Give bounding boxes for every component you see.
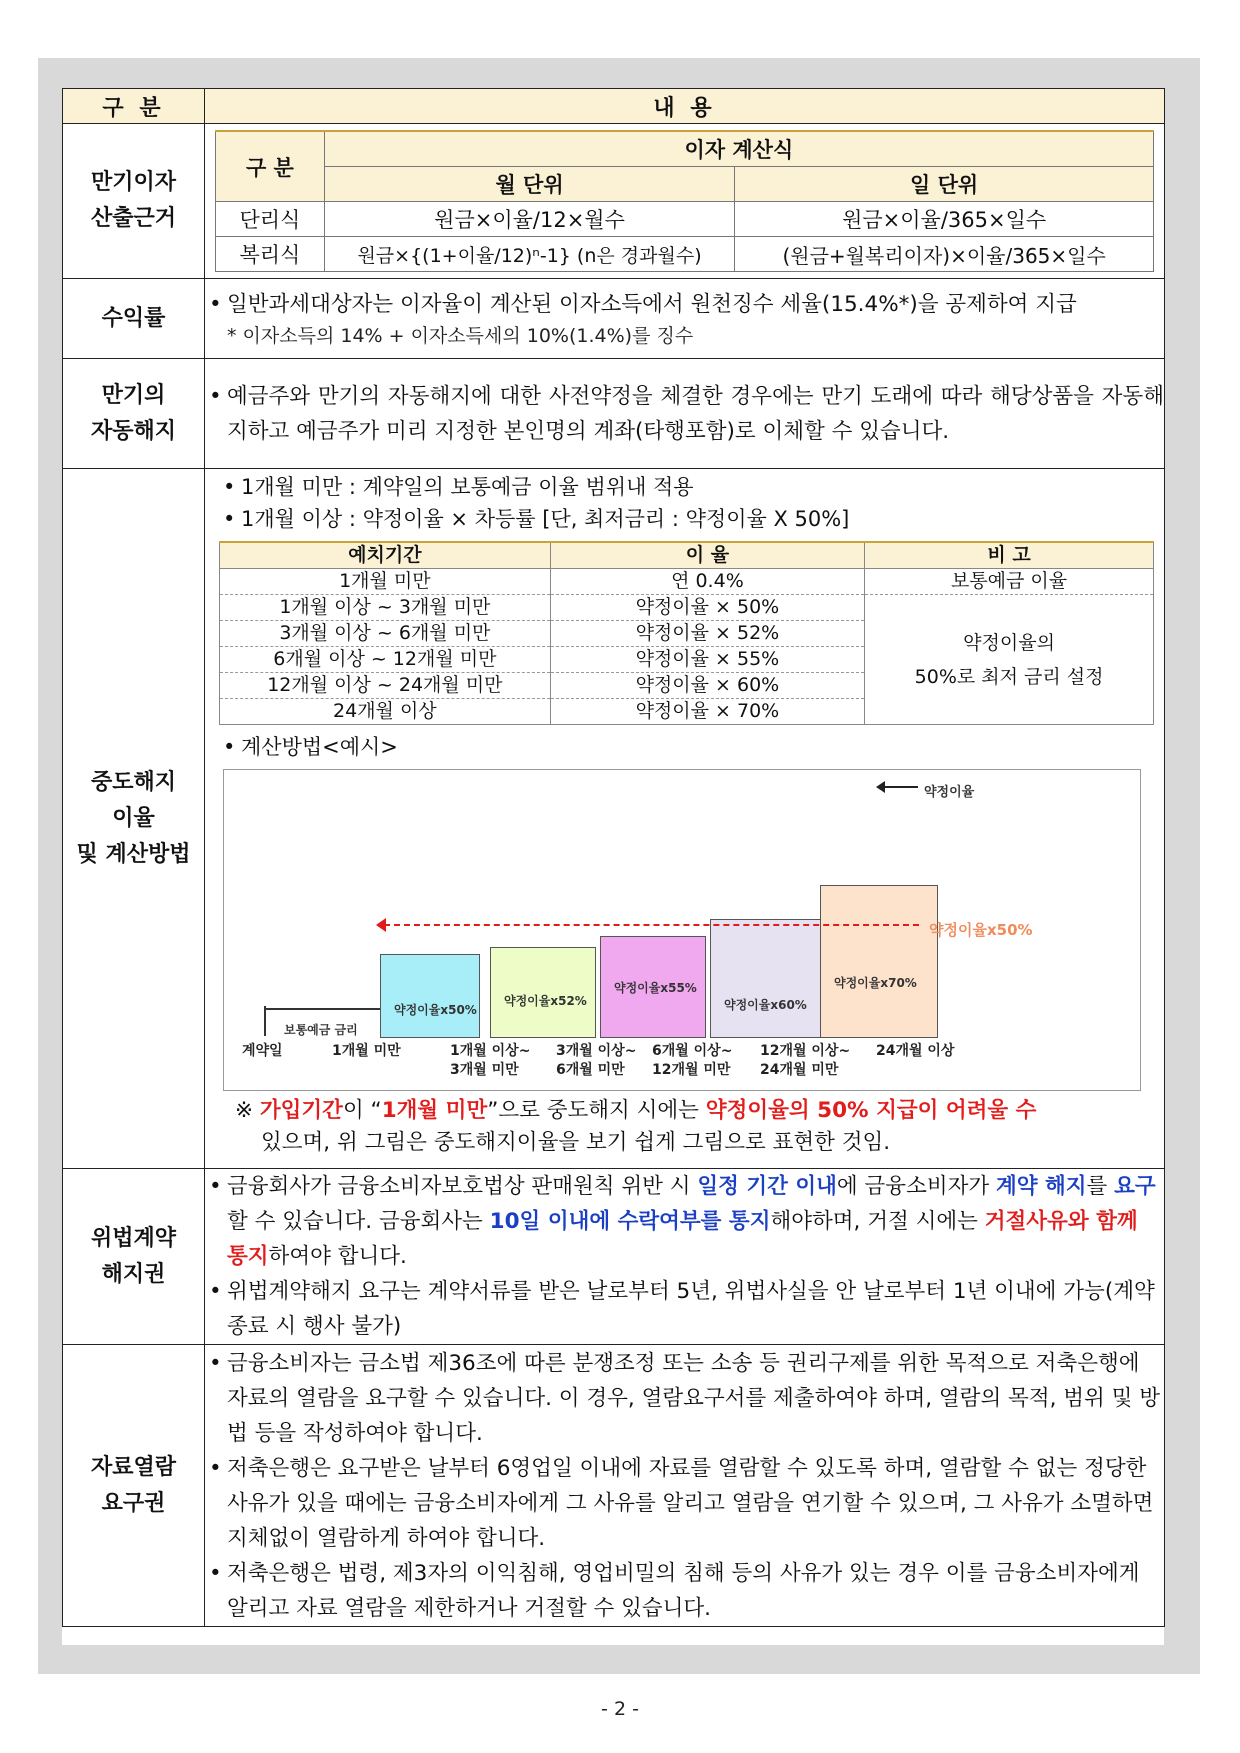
text: 해야하며, 거절 시에는 (770, 1209, 985, 1234)
label-maturity-interest (63, 124, 205, 279)
row-illegal-contract (63, 1169, 1165, 1345)
rate-remark: 보통예금 이율 (865, 569, 1154, 595)
label-line: 만기이자 (90, 170, 176, 195)
highlight-blue: 10일 이내에 수락여부를 통지 (489, 1209, 771, 1234)
early-bullet-1: • 1개월 미만 : 계약일의 보통예금 이율 범위내 적용 (219, 471, 1154, 503)
text: 금융회사가 금융소비자보호법상 판매원칙 위반 시 (227, 1174, 698, 1199)
note-text: ”으로 중도해지 시에는 (487, 1098, 706, 1123)
chart-x-label: 계약일 (242, 1043, 283, 1059)
rate-value: 연 0.4% (550, 569, 864, 595)
rate-value: 약정이율 × 60% (550, 673, 864, 699)
label-line: 위법계약 (90, 1225, 176, 1251)
chart-bar-label: 약정이율x52% (504, 993, 587, 1008)
note-red: 약정이율의 50% 지급이 어려울 수 (705, 1098, 1037, 1123)
rate-period: 1개월 미만 (220, 569, 551, 595)
rate-head-period: 예치기간 (220, 542, 551, 569)
rate-period: 6개월 이상 ~ 12개월 미만 (220, 647, 551, 673)
formula-head-formula: 이자 계산식 (324, 131, 1153, 167)
label-data-access (63, 1345, 205, 1627)
label-line: 중도해지 (90, 769, 176, 795)
access-bullet-1: • 금융소비자는 금소법 제36조에 따른 분쟁조정 또는 소송 등 권리구제를 위한 목적으로 저축은행에 자료의 열람을 요구할 수 있습니다. 이 경우, 열람요구서를 제출하여야 하며, 열람의 목적, 범위 및 방법 등을 작성하여야 합니다. (205, 1346, 1164, 1451)
rate-period: 1개월 이상 ~ 3개월 미만 (220, 595, 551, 621)
content-maturity-interest (205, 124, 1165, 279)
auto-termination-bullet: • 예금주와 만기의 자동해지에 대한 사전약정을 체결한 경우에는 만기 도래에 따라 해당상품을 자동해지하고 예금주가 미리 지정한 본인명의 계좌(타행포함)로 이체할 수 있습니다. (205, 379, 1164, 449)
row-auto-termination (63, 359, 1165, 469)
content-auto-termination (205, 359, 1165, 469)
chart-bar-label: 보통예금 금리 (284, 1023, 358, 1037)
label-line: 산출근거 (90, 206, 176, 231)
example-title: • 계산방법<예시> (219, 731, 1154, 763)
chart-bar-label: 약정이율x70% (834, 975, 917, 990)
interest-formula-table (215, 130, 1154, 272)
rate-head-rate: 이 율 (550, 542, 864, 569)
early-bullet-2: • 1개월 이상 : 약정이율 × 차등률 [단, 최저금리 : 약정이율 X 50%] (219, 503, 1154, 535)
text: 할 수 있습니다. 금융회사는 (227, 1209, 490, 1234)
rate-value: 약정이율 × 70% (550, 699, 864, 725)
early-note (219, 1095, 1154, 1159)
chart-arrow-left-icon (264, 1006, 266, 1036)
label-line: 만기의 (101, 382, 166, 408)
text: 를 (1086, 1174, 1115, 1199)
label-auto-termination (63, 359, 205, 469)
rate-remark-merged (865, 595, 1154, 725)
label-line: 해지권 (101, 1261, 166, 1287)
highlight-blue: 요구 (1114, 1174, 1156, 1199)
label-line: 자동해지 (90, 418, 176, 444)
chart-top-arrowhead-icon (876, 781, 885, 793)
formula-head-daily: 일 단위 (735, 167, 1154, 202)
chart-x-label: 1개월 이상~ 3개월 미만 (450, 1043, 531, 1078)
rate-period: 12개월 이상 ~ 24개월 미만 (220, 673, 551, 699)
chart-x-label: 6개월 이상~ 12개월 미만 (652, 1043, 733, 1078)
chart-x-label: 3개월 이상~ 6개월 미만 (556, 1043, 637, 1078)
compound-monthly: 원금×{(1+이율/12)ⁿ-1} (n은 경과월수) (324, 237, 735, 272)
compound-daily: (원금+월복리이자)×이율/365×일수 (735, 237, 1154, 272)
label-line: 및 계산방법 (76, 841, 191, 867)
page-number: - 2 - (601, 1698, 639, 1720)
chart-bar-label: 약정이율x60% (724, 998, 807, 1012)
chart-reference-label: 약정이율x50% (929, 920, 1033, 939)
row-maturity-interest (63, 124, 1165, 279)
access-bullet-3: • 저축은행은 법령, 제3자의 이익침해, 영업비밀의 침해 등의 사유가 있는 경우 이를 금융소비자에게 알리고 자료 열람을 제한하거나 거절할 수 있습니다. (205, 1556, 1164, 1626)
header-category: 구 분 (63, 89, 205, 124)
chart-x-label: 1개월 미만 (332, 1043, 401, 1059)
text: 하여야 합니다. (268, 1244, 407, 1269)
note-red: 1개월 미만 (381, 1098, 488, 1123)
content-illegal-contract (205, 1169, 1165, 1345)
yield-note: * 이자소득의 14% + 이자소득세의 10%(1.4%)를 징수 (227, 325, 694, 347)
text: 에 금융소비자가 (836, 1174, 996, 1199)
access-bullet-2: • 저축은행은 요구받은 날부터 6영업일 이내에 자료를 열람할 수 있도록 하며, 열람할 수 없는 정당한 사유가 있을 때에는 금융소비자에게 그 사유를 알리고 열람을 연기할 수 있으며, 그 사유가 소멸하면 지체없이 열람하게 하여야 합니다. (205, 1451, 1164, 1556)
rate-period: 24개월 이상 (220, 699, 551, 725)
rate-value: 약정이율 × 55% (550, 647, 864, 673)
highlight-red: 거절사유와 함께 통지 (227, 1209, 1138, 1269)
label-line: 요구권 (101, 1490, 166, 1516)
compound-name: 복리식 (216, 237, 325, 272)
chart-bar (820, 885, 938, 1039)
rate-value: 약정이율 × 50% (550, 595, 864, 621)
chart-reference-line (384, 924, 919, 926)
chart-x-label: 12개월 이상~ 24개월 미만 (760, 1043, 851, 1078)
formula-head-category: 구 분 (216, 131, 325, 202)
note-prefix: ※ (235, 1098, 260, 1123)
note-text: 있으며, 위 그림은 중도해지이율을 보기 쉽게 그림으로 표현한 것임. (261, 1130, 891, 1155)
simple-daily: 원금×이율/365×일수 (735, 202, 1154, 237)
header-row (63, 89, 1165, 124)
remark-line: 약정이율의 (963, 631, 1055, 654)
chart-bar-label: 약정이율x50% (394, 1002, 477, 1017)
illegal-bullet-1 (205, 1169, 1164, 1274)
label-yield: 수익률 (63, 279, 205, 359)
simple-monthly: 원금×이율/12×월수 (324, 202, 735, 237)
note-red: 가입기간 (259, 1098, 343, 1123)
highlight-blue: 일정 기간 이내 (697, 1174, 837, 1199)
header-content: 내 용 (205, 89, 1165, 124)
row-data-access (63, 1345, 1165, 1627)
content-early-termination (205, 469, 1165, 1169)
chart-reference-arrow-icon (376, 918, 386, 932)
formula-head-monthly: 월 단위 (324, 167, 735, 202)
row-yield (63, 279, 1165, 359)
illegal-bullet-2: • 위법계약해지 요구는 계약서류를 받은 날로부터 5년, 위법사실을 안 날로부터 1년 이내에 가능(계약 종료 시 행사 불가) (205, 1274, 1164, 1344)
chart-top-arrow-icon (884, 786, 918, 788)
product-info-table (62, 88, 1165, 1627)
label-early-termination (63, 469, 205, 1169)
highlight-blue: 계약 해지 (995, 1174, 1087, 1199)
early-rate-table (219, 541, 1154, 725)
label-line: 자료열람 (90, 1454, 176, 1480)
rate-head-remark: 비 고 (865, 542, 1154, 569)
rate-value: 약정이율 × 52% (550, 621, 864, 647)
remark-line: 50%로 최저 금리 설정 (914, 665, 1104, 688)
content-yield (205, 279, 1165, 359)
simple-name: 단리식 (216, 202, 325, 237)
rate-period: 3개월 이상 ~ 6개월 미만 (220, 621, 551, 647)
label-line: 이율 (112, 805, 155, 831)
label-illegal-contract (63, 1169, 205, 1345)
chart-top-arrow-label: 약정이율 (924, 785, 975, 800)
note-text: 이 “ (342, 1098, 382, 1123)
row-early-termination (63, 469, 1165, 1169)
early-termination-chart (223, 769, 1141, 1091)
chart-bar-label: 약정이율x55% (614, 981, 697, 996)
chart-x-label: 24개월 이상 (876, 1043, 955, 1059)
yield-bullet: • 일반과세대상자는 이자율이 계산된 이자소득에서 원천징수 세율(15.4%*)을 공제하여 지급 (205, 287, 1164, 322)
content-data-access (205, 1345, 1165, 1627)
